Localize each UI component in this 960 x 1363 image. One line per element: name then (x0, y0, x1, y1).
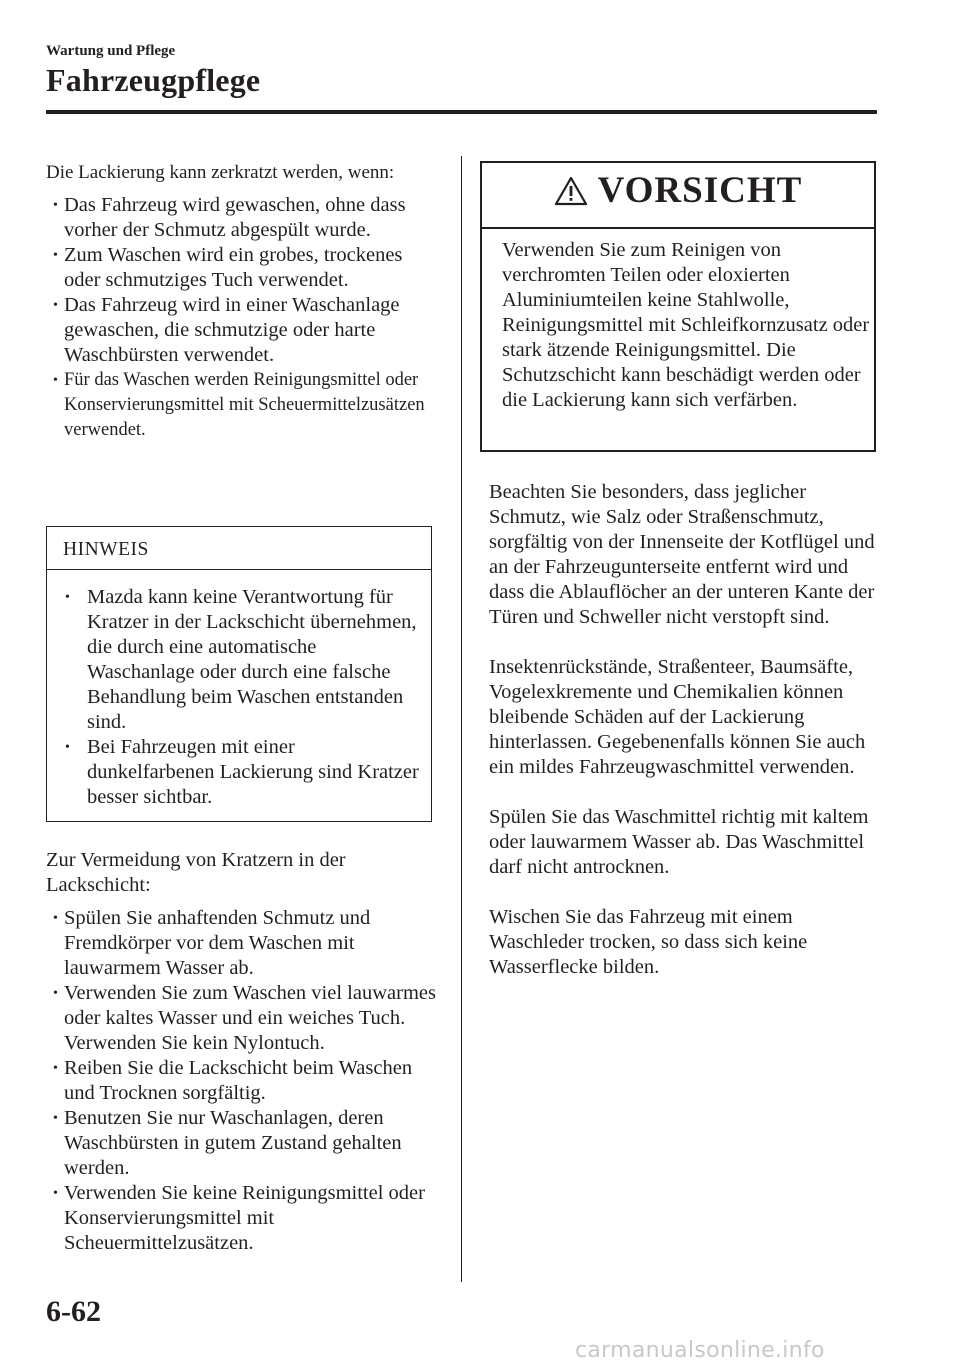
bullet-icon: • (53, 298, 58, 313)
caution-text: Verwenden Sie zum Reinigen von verchromten Teilen oder eloxierten Aluminiumteilen keine Stahlwolle, Reinigungsmittel mit Schleifkornzusatz oder stark ätzende Reinigungsmittel. Die Schutzschicht kann beschädigt werden oder die Lackierung kann sich verfärben. (502, 239, 870, 411)
bullet-icon: • (53, 1061, 58, 1076)
paragraph: Insektenrückstände, Straßenteer, Baumsäfte, Vogelexkremente und Chemikalien können bleibende Schäden auf der Lackierung hinterlassen. Gegebenenfalls können Sie auch ein mildes Fahrzeugwaschmittel verwenden. (489, 656, 866, 778)
bullet-icon: • (53, 373, 58, 388)
note-box (46, 526, 432, 822)
bullet-icon: • (65, 590, 70, 605)
heading-divider (46, 110, 877, 114)
list-item: • Das Fahrzeug wird in einer Waschanlage gewaschen, die schmutzige oder harte Waschbürsten verwendet. (53, 294, 400, 366)
caution-title: VORSICHT (597, 170, 803, 211)
left-column-top (46, 160, 441, 443)
warning-triangle-icon (554, 176, 588, 206)
caution-divider (482, 227, 874, 229)
left-column-bottom (46, 848, 441, 1256)
list-item: • Benutzen Sie nur Waschanlagen, deren Waschbürsten in gutem Zustand gehalten werden. (53, 1107, 402, 1179)
list-item: • Bei Fahrzeugen mit einer dunkelfarbenen Lackierung sind Kratzer besser sichtbar. (65, 736, 419, 808)
right-column (489, 480, 879, 980)
scratch-causes-list (46, 193, 441, 443)
bullet-icon: • (53, 911, 58, 926)
caution-header (482, 169, 874, 212)
page-title: Fahrzeugpflege (46, 62, 261, 98)
list-item: • Zum Waschen wird ein grobes, trockenes oder schmutziges Tuch verwendet. (53, 244, 403, 291)
column-divider (461, 156, 462, 1282)
prevention-intro: Zur Vermeidung von Kratzern in der Lackschicht: (46, 849, 346, 896)
note-body (61, 585, 421, 810)
bullet-icon: • (53, 198, 58, 213)
bullet-icon: • (53, 1111, 58, 1126)
section-label: Wartung und Pflege (46, 43, 176, 59)
paragraph: Wischen Sie das Fahrzeug mit einem Waschleder trocken, so dass sich keine Wasserflecke bilden. (489, 906, 808, 978)
note-title: HINWEIS (63, 539, 149, 560)
bullet-icon: • (53, 248, 58, 263)
list-item: • Spülen Sie anhaftenden Schmutz und Fremdkörper vor dem Waschen mit lauwarmem Wasser ab. (53, 907, 371, 979)
list-item: • Für das Waschen werden Reinigungsmittel oder Konservierungsmittel mit Scheuermittelzusätzen verwendet. (53, 370, 425, 440)
list-item: • Mazda kann keine Verantwortung für Kratzer in der Lackschicht übernehmen, die durch eine automatische Waschanlage oder durch eine falsche Behandlung beim Waschen entstanden sind. (65, 586, 417, 733)
bullet-icon: • (65, 740, 70, 755)
paragraph: Spülen Sie das Waschmittel richtig mit kaltem oder lauwarmem Wasser ab. Das Waschmittel darf nicht antrocknen. (489, 806, 869, 878)
caution-box (480, 161, 876, 452)
list-item: • Reiben Sie die Lackschicht beim Waschen und Trocknen sorgfältig. (53, 1057, 413, 1104)
paragraph: Beachten Sie besonders, dass jeglicher Schmutz, wie Salz oder Straßenschmutz, sorgfältig von der Innenseite der Kotflügel und an der Fahrzeugunterseite entfernt wird und dass die Ablauflöcher an der unteren Kante der Türen und Schweller nicht verstopft sind. (489, 481, 875, 628)
list-item: • Verwenden Sie keine Reinigungsmittel oder Konservierungsmittel mit Scheuermittelzusätzen. (53, 1182, 425, 1254)
list-item: • Verwenden Sie zum Waschen viel lauwarmes oder kaltes Wasser und ein weiches Tuch. Verwenden Sie kein Nylontuch. (53, 982, 436, 1054)
scratch-intro: Die Lackierung kann zerkratzt werden, wenn: (46, 162, 395, 183)
prevention-list (46, 906, 441, 1256)
list-item: • Das Fahrzeug wird gewaschen, ohne dass vorher der Schmutz abgespült wurde. (53, 194, 406, 241)
page-number: 6-62 (46, 1295, 101, 1328)
note-list (61, 585, 421, 810)
bullet-icon: • (53, 1186, 58, 1201)
bullet-icon: • (53, 986, 58, 1001)
watermark: carmanualsonline.info (575, 1338, 825, 1363)
note-divider (47, 569, 431, 570)
